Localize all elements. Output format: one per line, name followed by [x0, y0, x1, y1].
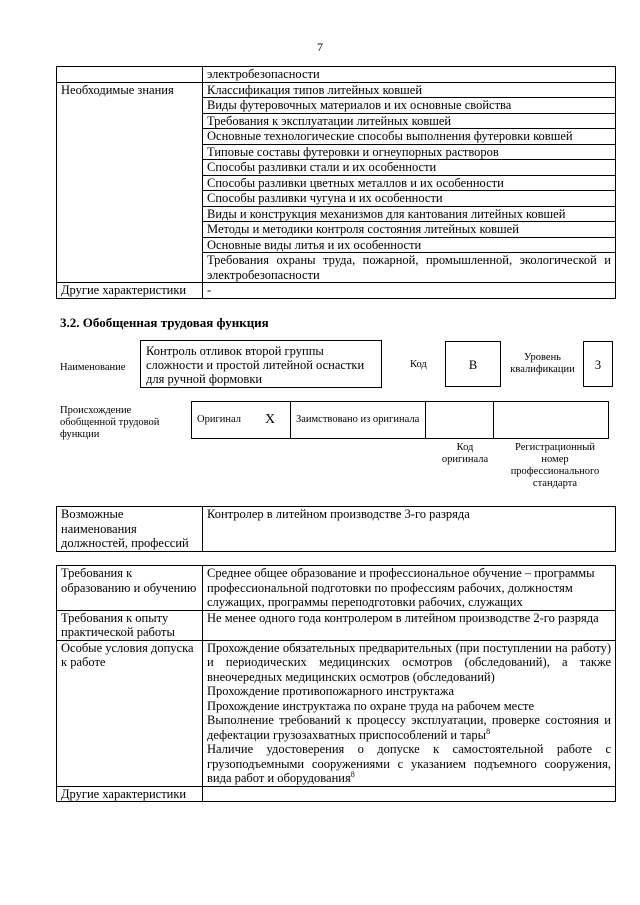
name-label: Наименование — [60, 362, 126, 373]
requirements-table — [56, 565, 616, 802]
empty-cell — [57, 67, 203, 83]
experience-label: Требования к опыту практической работы — [57, 610, 203, 640]
knowledge-item: Виды футеровочных материалов и их основные свойства — [203, 98, 616, 114]
experience-value: Не менее одного года контролером в литейном производстве 2-го разряда — [203, 610, 616, 640]
special-conditions-list — [203, 640, 616, 786]
knowledge-item: Требования охраны труда, пожарной, промышленной, экологической и электробезопасности — [203, 253, 616, 283]
education-label: Требования к образованию и обучению — [57, 566, 203, 611]
knowledge-item: Способы разливки чугуна и их особенности — [203, 191, 616, 207]
knowledge-item: Основные технологические способы выполнения футеровки ковшей — [203, 129, 616, 145]
other-characteristics-label: Другие характеристики — [57, 786, 203, 802]
knowledge-item: Способы разливки стали и их особенности — [203, 160, 616, 176]
other-characteristics-value — [203, 786, 616, 802]
knowledge-item: Основные виды литья и их особенности — [203, 237, 616, 253]
special-conditions-label: Особые условия допуска к работе — [57, 640, 203, 786]
table-cell: электробезопасности — [203, 67, 616, 83]
other-characteristics-label: Другие характеристики — [57, 283, 203, 299]
reg-number-label: Регистрационный номер профессионального стандарта — [510, 442, 600, 489]
code-label: Код — [410, 359, 427, 370]
level-value: 3 — [583, 341, 613, 387]
knowledge-item: Типовые составы футеровки и огнеупорных растворов — [203, 144, 616, 160]
origin-table — [191, 401, 609, 439]
level-label: Уровень квалификации — [510, 352, 575, 375]
section-heading: 3.2. Обобщенная трудовая функция — [60, 315, 269, 330]
borrowed-label: Заимствовано из оригинала — [291, 402, 426, 439]
special-item — [207, 713, 611, 742]
knowledge-item: Способы разливки цветных металлов и их особенности — [203, 175, 616, 191]
positions-value: Контролер в литейном производстве 3-го разряда — [203, 507, 616, 552]
special-item — [207, 742, 611, 786]
knowledge-label: Необходимые знания — [57, 82, 203, 283]
special-item-text: Наличие удостоверения о допуске к самостоятельной работе с грузоподъемными сооружениями с указанием подъемного сооружения, вида работ и оборудования — [207, 742, 611, 785]
code-value: В — [445, 341, 501, 387]
original-mark: X — [260, 402, 291, 439]
special-item: Прохождение инструктажа по охране труда на рабочем месте — [207, 698, 535, 713]
reg-number-cell — [494, 402, 609, 439]
knowledge-item: Требования к эксплуатации литейных ковшей — [203, 113, 616, 129]
function-name: Контроль отливок второй группы сложности и простой литейной оснастки для ручной формовки — [140, 340, 382, 388]
other-characteristics-value: - — [203, 283, 616, 299]
code-original-cell — [426, 402, 494, 439]
page-number: 7 — [317, 40, 323, 54]
footnote-mark: 8 — [350, 769, 355, 779]
original-label: Оригинал — [192, 402, 261, 439]
education-value: Среднее общее образование и профессиональное обучение – программы профессиональной подготовки по профессиям рабочих, должностям служащих, программы переподготовки рабочих, служащих — [203, 566, 616, 611]
special-item-text: Выполнение требований к процессу эксплуатации, проверке состояния и дефектации грузозахватных приспособлений и тары — [207, 713, 611, 742]
footnote-mark: 8 — [486, 726, 491, 736]
positions-label: Возможные наименования должностей, профессий — [57, 507, 203, 552]
special-item: Прохождение противопожарного инструктажа — [207, 684, 455, 698]
code-original-label: Код оригинала — [441, 442, 489, 465]
knowledge-item: Методы и методики контроля состояния литейных ковшей — [203, 222, 616, 238]
knowledge-item: Виды и конструкция механизмов для кантования литейных ковшей — [203, 206, 616, 222]
positions-table — [56, 506, 616, 552]
special-item: Прохождение обязательных предварительных (при поступлении на работу) и периодических медицинских осмотров (обследований), а также внеочередных медицинских осмотров (обследований) — [207, 640, 611, 684]
origin-label: Происхождение обобщенной трудовой функции — [60, 405, 160, 440]
knowledge-item: Классификация типов литейных ковшей — [203, 82, 616, 98]
knowledge-table — [56, 66, 616, 299]
